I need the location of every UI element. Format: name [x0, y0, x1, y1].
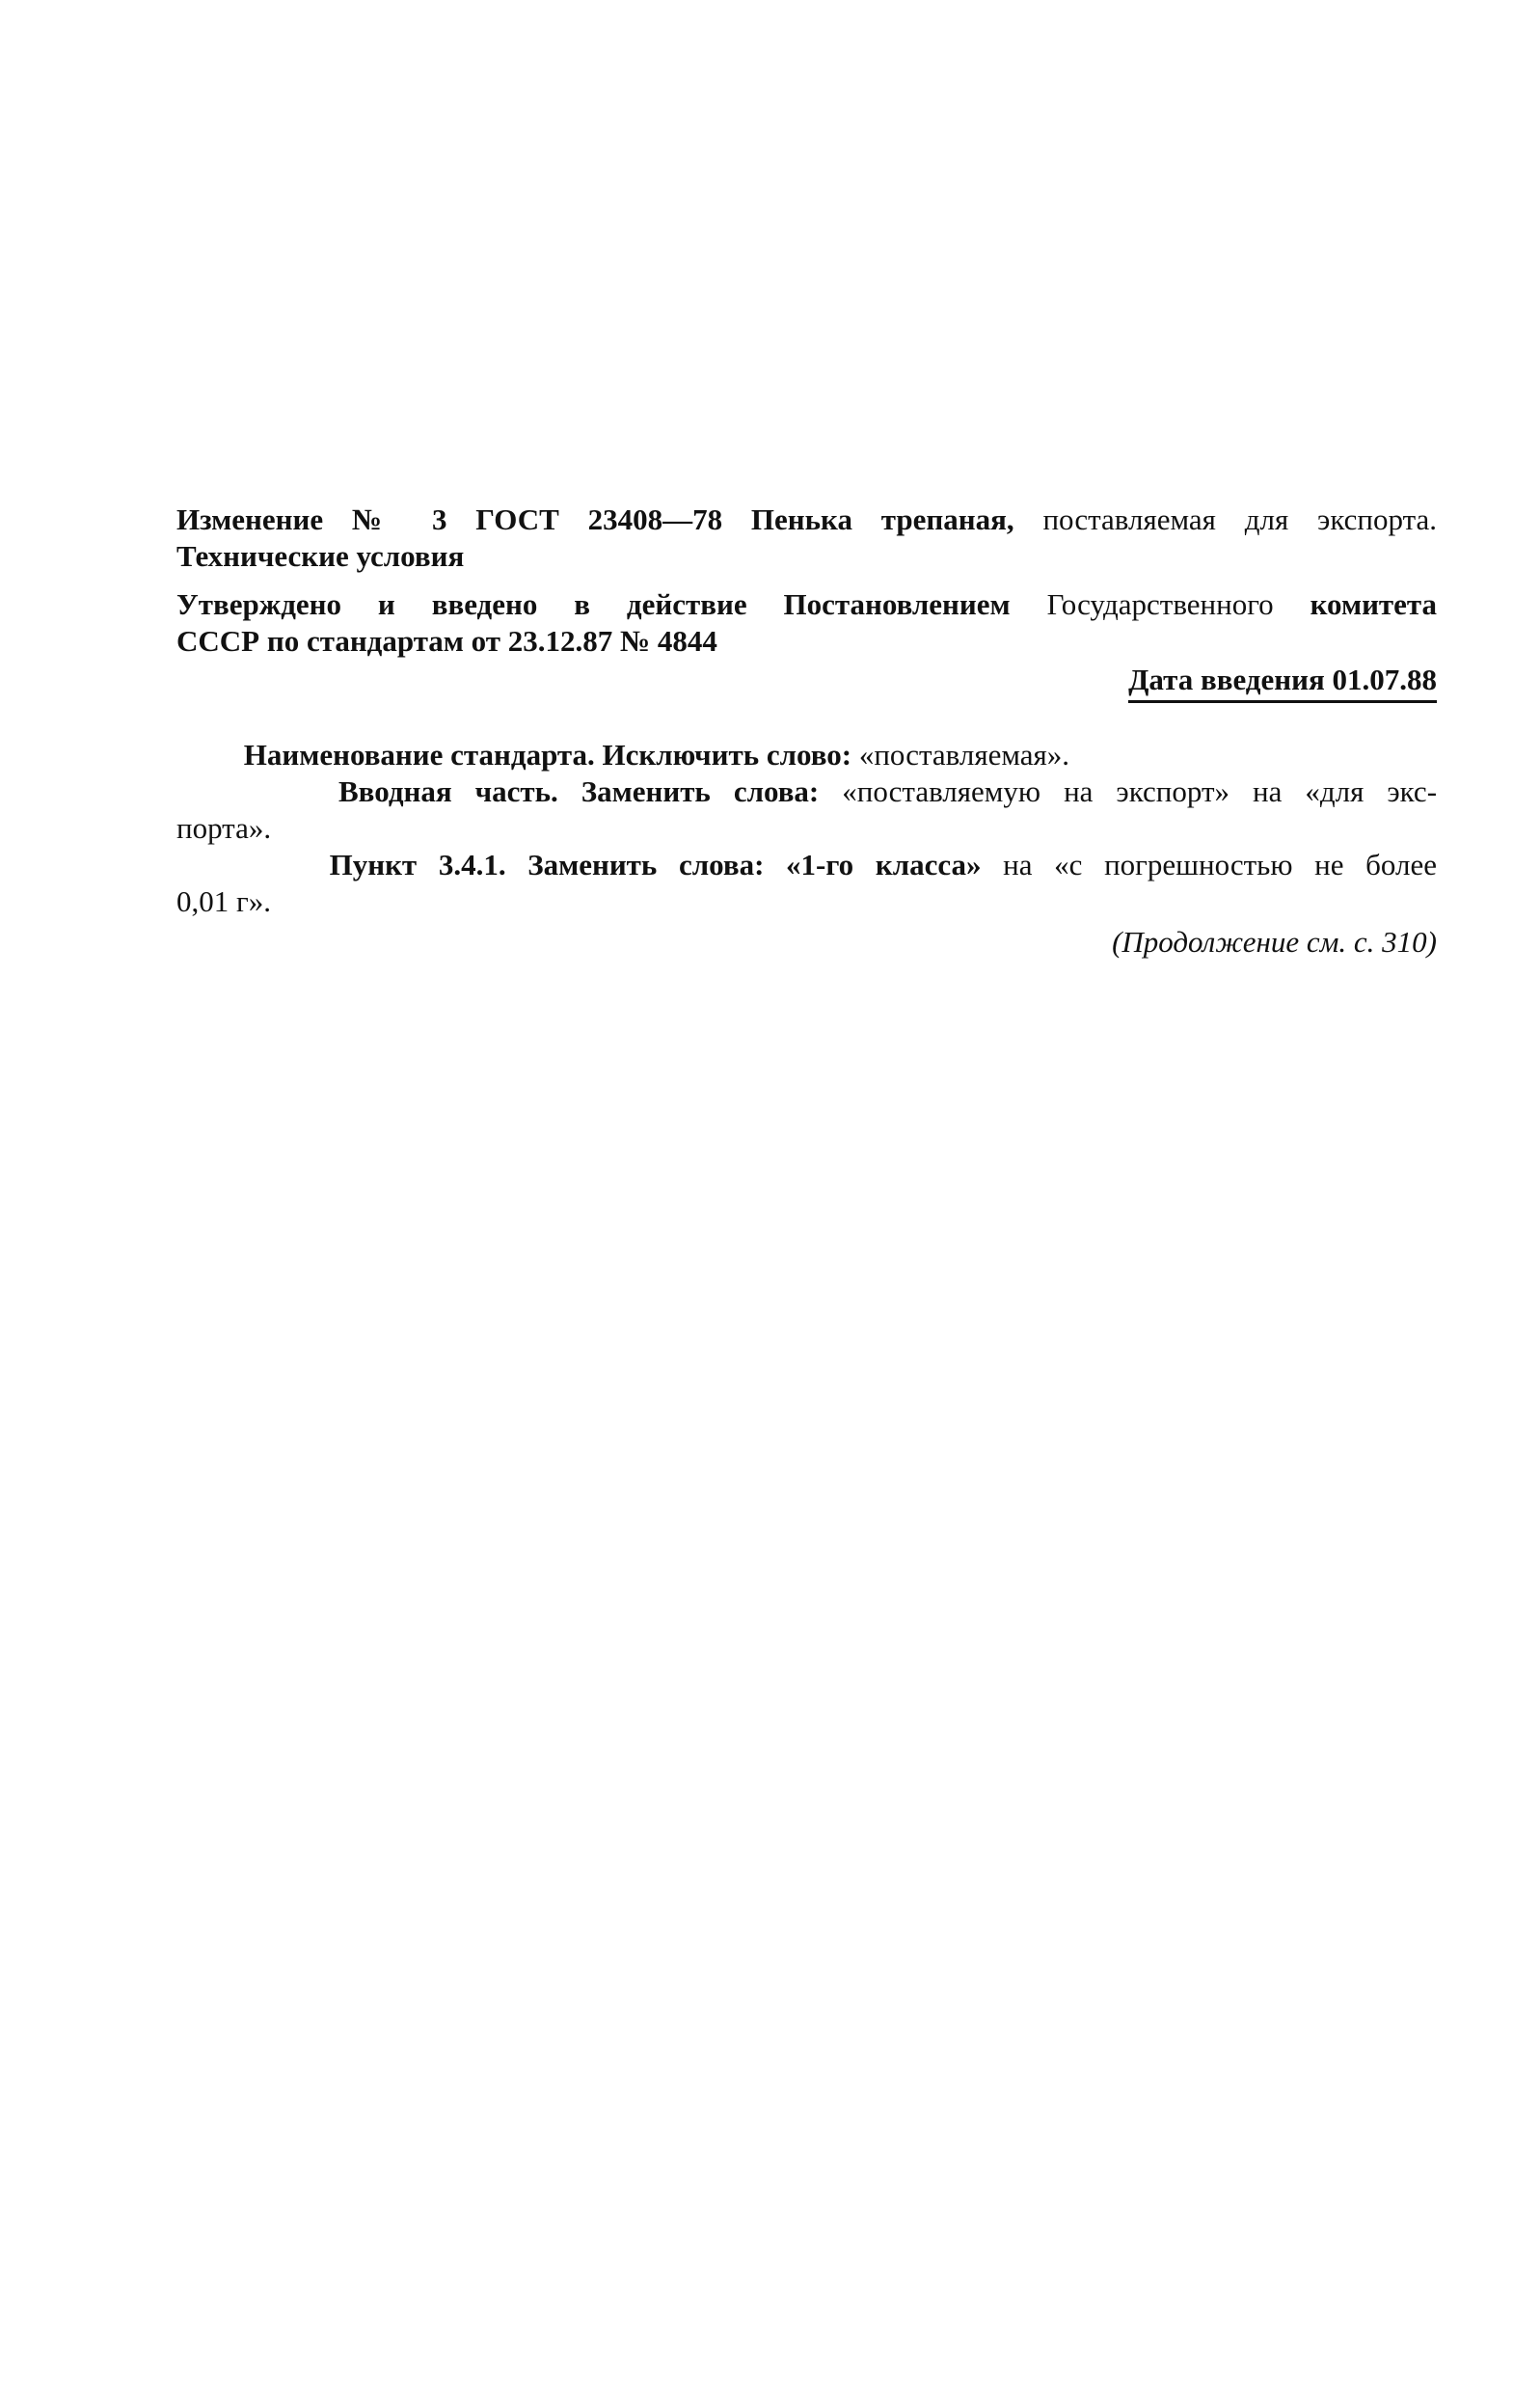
- p2-cont: порта».: [176, 811, 272, 845]
- p1-text: «поставляемая».: [858, 738, 1070, 772]
- approval-bold-end: комитета: [1310, 587, 1438, 621]
- p3-line: [176, 847, 1437, 883]
- effective-date: [1128, 662, 1437, 703]
- approval-line-1: [176, 586, 1437, 623]
- p3-label: Пункт 3.4.1. Заменить слова: «1-го класса»: [329, 848, 982, 881]
- p1-label: Наименование стандарта. Исключить слово:: [243, 738, 852, 772]
- p2-label: Вводная часть. Заменить слова:: [338, 774, 820, 808]
- amendment-title-normal: поставляемая для экспорта.: [1042, 502, 1438, 536]
- effective-date-text: Дата введения 01.07.88: [1128, 662, 1437, 703]
- p3-cont: 0,01 г».: [176, 884, 271, 918]
- amendment-title-continuation: Технические условия: [176, 539, 465, 573]
- body-paragraphs: [176, 737, 1437, 920]
- approval-statement: [176, 586, 1437, 660]
- amendment-title: [176, 502, 1437, 538]
- p2-text: «поставляемую на экспорт» на «для экс-: [842, 774, 1438, 808]
- approval-bold: Утверждено и введено в действие Постановлением: [176, 587, 1011, 621]
- p2-line: [176, 773, 1437, 810]
- approval-normal: Государственного: [1046, 587, 1274, 621]
- amendment-title-bold: Изменение № 3 ГОСТ 23408—78 Пенька трепаная,: [176, 502, 1014, 536]
- continuation-note: (Продолжение см. с. 310): [1112, 925, 1437, 959]
- approval-line-2: СССР по стандартам от 23.12.87 № 4844: [176, 624, 717, 658]
- p1: [176, 737, 1437, 773]
- amendment-header: [176, 502, 1437, 575]
- p3-text: на «с погрешностью не более: [1003, 848, 1437, 881]
